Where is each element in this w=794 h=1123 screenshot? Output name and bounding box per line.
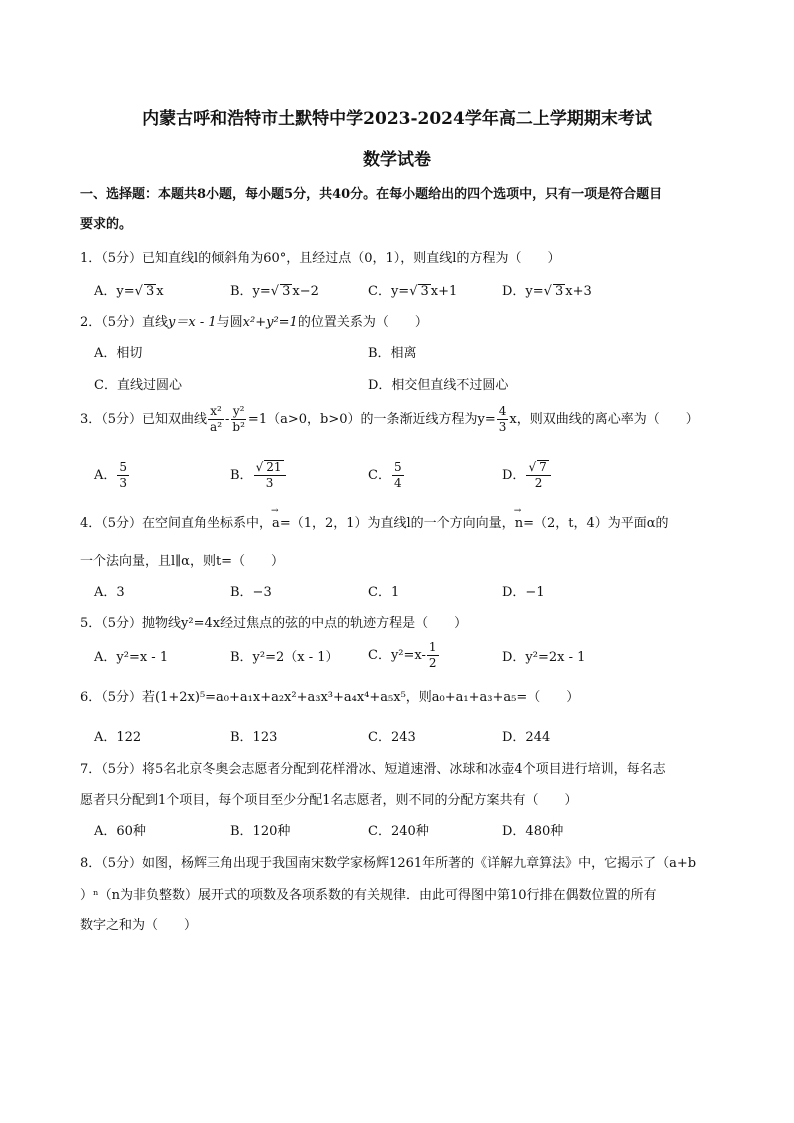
q6-option-c: C．243 <box>368 730 416 745</box>
q1-option-b: B．y=√ 3 x−2 <box>230 284 319 299</box>
q2-option-d: D．相交但直线不过圆心 <box>368 378 509 393</box>
q3-b-num: √ 21 <box>254 460 286 476</box>
q1-c-prefix: C．y= <box>368 284 410 299</box>
q2-circle-equation: x²+y²=1 <box>242 315 298 330</box>
q4-stem-mid2: =（2，t，4）为平面α的 <box>523 516 669 531</box>
q5-c-prefix: C．y²=x- <box>368 648 426 663</box>
q3-a-label: A． <box>94 468 117 483</box>
q3-option-d <box>502 460 552 491</box>
q5-option-d: D．y²=2x - 1 <box>502 650 586 665</box>
q1-c-suffix: x+1 <box>430 284 458 299</box>
q7-option-c: C．240种 <box>368 824 429 839</box>
q3-fraction-y <box>230 404 247 435</box>
q3-slope-fraction <box>497 404 509 435</box>
q7-option-a: A．60种 <box>94 824 146 839</box>
q8-stem-line1: 8．（5分）如图，杨辉三角出现于我国南宋数学家杨辉1261年所著的《详解九章算法》中，它揭示了（a+b <box>80 856 697 871</box>
q3-fraction-x-den: a² <box>210 420 223 434</box>
q3-stem-mid: =1（a>0，b>0）的一条渐近线方程为y= <box>247 412 496 427</box>
q3-b-fraction <box>254 460 286 491</box>
q7-option-b: B．120种 <box>230 824 291 839</box>
q3-option-c <box>368 460 405 491</box>
q2-option-a: A．相切 <box>94 346 143 361</box>
q4-stem-line2: 一个法向量，且l∥α，则t=（ ） <box>80 554 285 569</box>
exam-title: 内蒙古呼和浩特市土默特中学2023-2024学年高二上学期期末考试 <box>142 109 652 129</box>
q5-option-a: A．y²=x - 1 <box>94 650 169 665</box>
q1-b-prefix: B．y= <box>230 284 271 299</box>
q4-stem-line1 <box>80 512 669 531</box>
q6-stem: 6．（5分）若(1+2x)⁵=a₀+a₁x+a₂x²+a₃x³+a₄x⁴+a₅x⁵，则a₀+a₁+a₃+a₅=（ ） <box>80 690 580 705</box>
q2-stem <box>80 311 428 330</box>
q1-a-suffix: x <box>156 284 164 299</box>
q4-option-c: C．1 <box>368 585 400 600</box>
q3-c-num: 5 <box>393 460 402 474</box>
section-heading-line1: 一、选择题：本题共8小题，每小题5分，共40分。在每小题给出的四个选项中，只有一项是符合题目 <box>80 187 663 202</box>
q5-c-fraction <box>427 640 439 671</box>
q3-fraction-x-num: x² <box>210 404 222 418</box>
q4-option-d: D．−1 <box>502 585 545 600</box>
section-heading <box>80 180 720 240</box>
q3-stem-prefix: 3．（5分）已知双曲线 <box>80 412 208 427</box>
q4-option-a: A．3 <box>94 585 125 600</box>
q2-line-equation: y＝x - 1 <box>168 315 217 330</box>
q4-stem-prefix: 4．（5分）在空间直角坐标系中， <box>80 516 273 531</box>
q3-b-den: 3 <box>265 476 274 490</box>
q3-d-label: D． <box>502 468 526 483</box>
q6-option-a: A．122 <box>94 730 142 745</box>
q1-d-radicand: 3 <box>554 284 564 299</box>
q1-option-d: D．y=√ 3 x+3 <box>502 284 592 299</box>
q3-c-label: C． <box>368 468 391 483</box>
q1-b-suffix: x−2 <box>292 284 319 299</box>
q4-vector-a: → a <box>272 516 280 531</box>
q3-option-a <box>94 460 130 491</box>
q1-a-prefix: A．y= <box>94 284 135 299</box>
q1-b-radicand: 3 <box>282 284 291 299</box>
q5-c-num: 1 <box>428 640 437 654</box>
q3-slope-num: 4 <box>498 404 507 418</box>
q5-stem: 5．（5分）抛物线y²=4x经过焦点的弦的中点的轨迹方程是（ ） <box>80 616 468 631</box>
q3-a-fraction <box>117 460 129 491</box>
q3-c-fraction <box>392 460 404 491</box>
q3-d-num: √ 7 <box>526 460 550 476</box>
q2-option-b: B．相离 <box>368 346 417 361</box>
q3-d-den: 2 <box>534 476 543 490</box>
q5-option-c <box>368 640 440 671</box>
exam-subtitle: 数学试卷 <box>363 150 431 170</box>
q3-fraction-y-num: y² <box>232 404 245 418</box>
q3-minus: - <box>225 412 230 427</box>
q3-a-num: 5 <box>119 460 128 474</box>
q3-slope-den: 3 <box>498 420 507 434</box>
q6-option-d: D．244 <box>502 730 551 745</box>
q3-b-radicand: 21 <box>266 460 282 474</box>
q3-c-den: 4 <box>393 476 402 490</box>
q1-d-prefix: D．y= <box>502 284 544 299</box>
q2-option-c: C．直线过圆心 <box>94 378 182 393</box>
q1-c-radicand: 3 <box>420 284 429 299</box>
q7-stem-line2: 愿者只分配到1个项目，每个项目至少分配1名志愿者，则不同的分配方案共有（ ） <box>80 793 578 808</box>
q3-fraction-x <box>208 404 224 435</box>
q1-option-c: C．y=√ 3 x+1 <box>368 284 458 299</box>
q4-vector-n: → n <box>515 516 523 531</box>
q6-option-b: B．123 <box>230 730 278 745</box>
q3-option-b <box>230 460 287 491</box>
q1-d-suffix: x+3 <box>565 284 592 299</box>
q1-a-radicand: 3 <box>145 284 155 299</box>
q7-option-d: D．480种 <box>502 824 564 839</box>
q5-option-b: B．y²=2（x - 1） <box>230 650 339 665</box>
q1-stem: 1．（5分）已知直线l的倾斜角为60°，且经过点（0，1），则直线l的方程为（ ） <box>80 251 561 266</box>
q5-c-den: 2 <box>428 656 437 670</box>
q2-stem-mid: 与圆 <box>216 315 243 330</box>
q4-option-b: B．−3 <box>230 585 272 600</box>
q3-a-den: 3 <box>119 476 128 490</box>
q3-b-label: B． <box>230 468 253 483</box>
q1-option-a: A．y=√ 3 x <box>94 284 164 299</box>
q3-fraction-y-den: b² <box>232 420 245 434</box>
q3-stem <box>80 404 699 435</box>
q8-stem-line2: ）ⁿ（n为非负整数）展开式的项数及各项系数的有关规律．由此可得图中第10行排在偶数位置的所有 <box>80 888 657 903</box>
section-heading-line2: 要求的。 <box>80 217 133 232</box>
q3-d-fraction <box>526 460 550 491</box>
q7-stem-line1: 7．（5分）将5名北京冬奥会志愿者分配到花样滑冰、短道速滑、冰球和冰壶4个项目进行培训，每名志 <box>80 762 666 777</box>
q2-stem-prefix: 2．（5分）直线 <box>80 315 169 330</box>
q2-stem-suffix: 的位置关系为（ ） <box>297 315 428 330</box>
q3-stem-suffix: x，则双曲线的离心率为（ ） <box>509 412 699 427</box>
q3-d-radicand: 7 <box>539 460 547 474</box>
q8-stem-line3: 数字之和为（ ） <box>80 918 198 933</box>
q4-stem-mid1: =（1，2，1）为直线l的一个方向向量， <box>279 516 515 531</box>
